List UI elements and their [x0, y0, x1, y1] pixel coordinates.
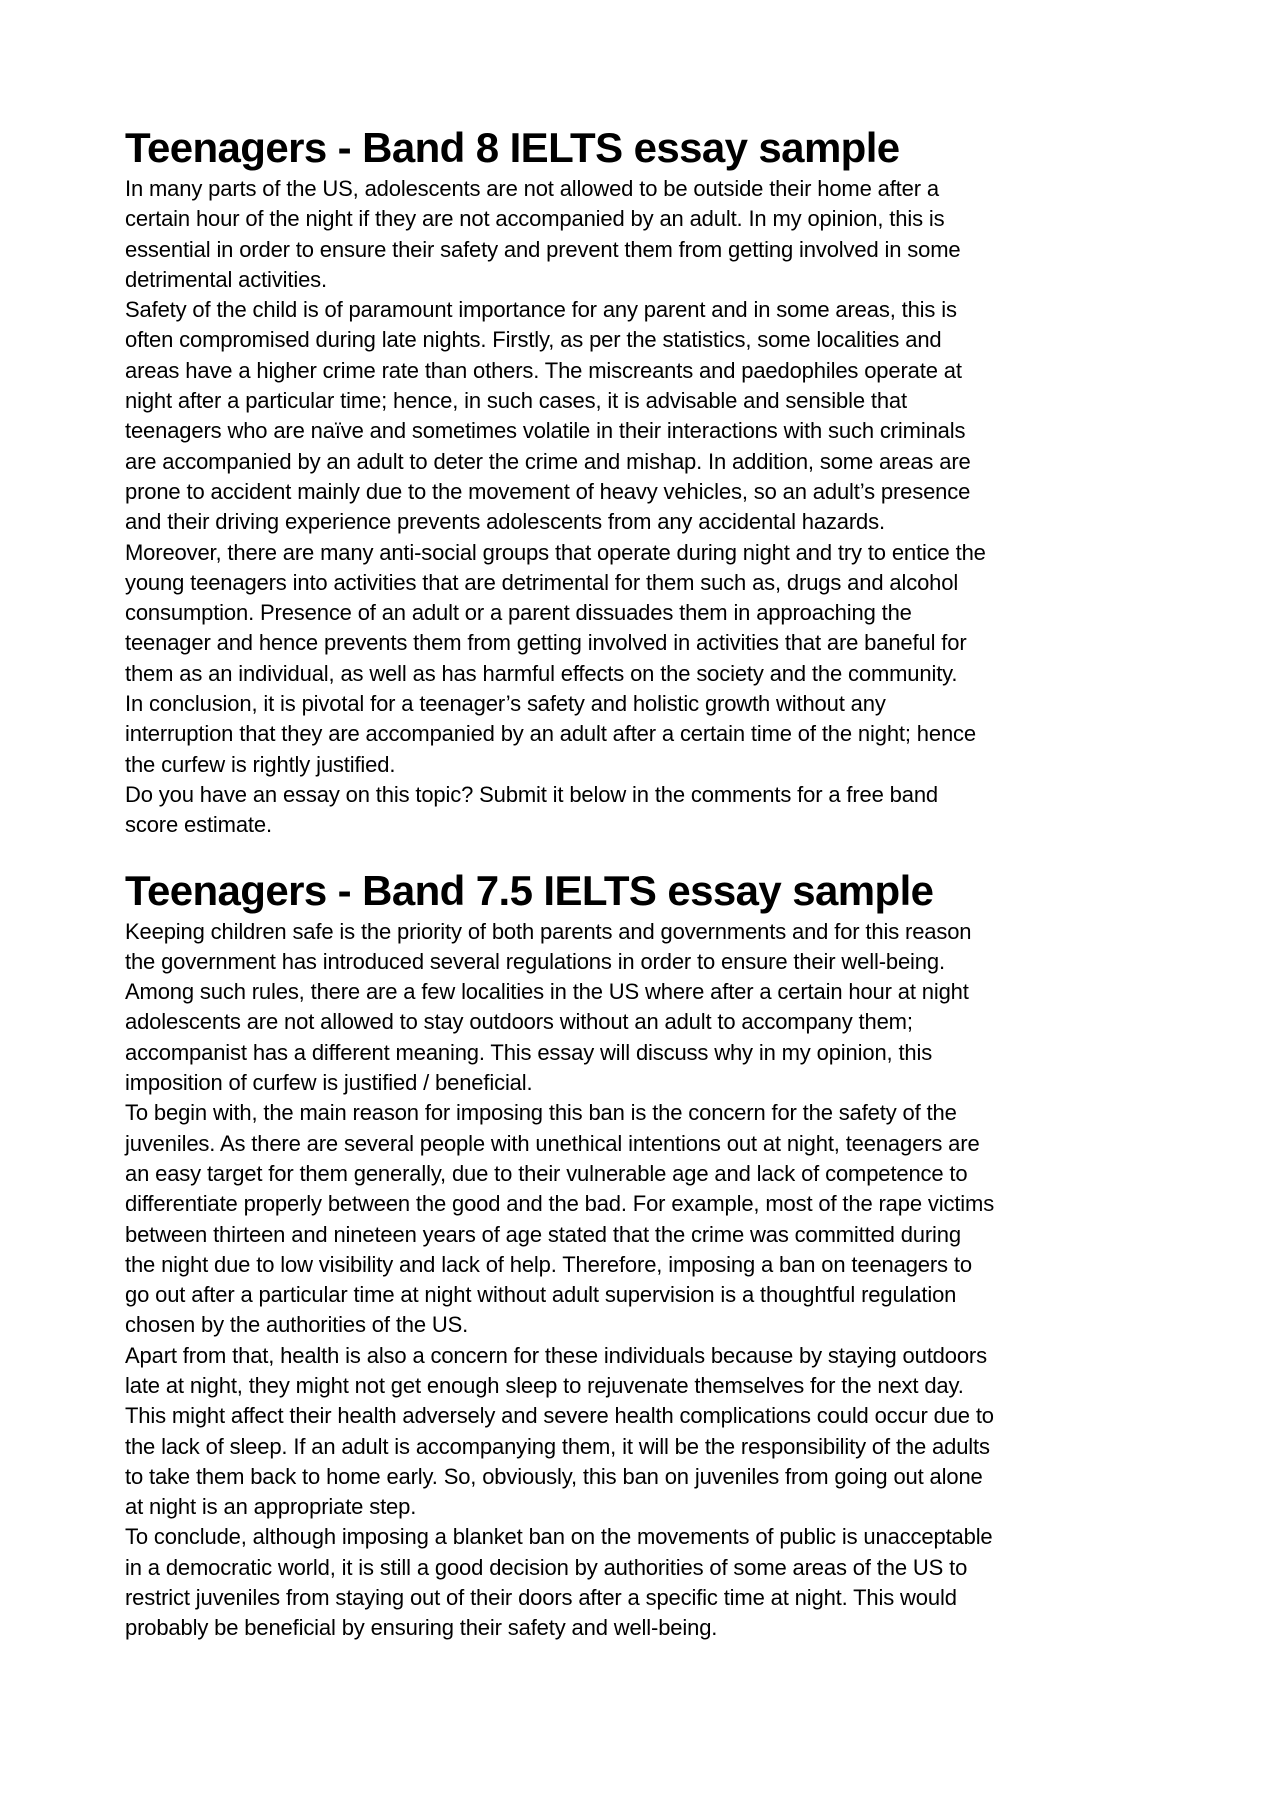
essay-section-band-7-5: [125, 865, 1175, 1644]
call-to-action-paragraph: [125, 780, 1175, 841]
text-line: restrict juveniles from staying out of their doors after a specific time at night. This would: [125, 1585, 957, 1611]
text-line: Keeping children safe is the priority of both parents and governments and for this reason: [125, 918, 972, 944]
text-line: between thirteen and nineteen years of age stated that the crime was committed during: [125, 1221, 961, 1247]
essay-section-band-8: [125, 122, 1175, 841]
text-line: and their driving experience prevents adolescents from any accidental hazards.: [125, 509, 885, 535]
text-line: the lack of sleep. If an adult is accompanying them, it will be the responsibility of the adults: [125, 1433, 990, 1459]
text-line: certain hour of the night if they are not accompanied by an adult. In my opinion, this is: [125, 206, 945, 232]
text-line: adolescents are not allowed to stay outdoors without an adult to accompany them;: [125, 1009, 913, 1035]
text-line: juveniles. As there are several people with unethical intentions out at night, teenagers are: [125, 1130, 980, 1156]
text-line: essential in order to ensure their safety and prevent them from getting involved in some: [125, 236, 961, 262]
text-line: the government has introduced several regulations in order to ensure their well-being.: [125, 948, 945, 974]
text-line: areas have a higher crime rate than others. The miscreants and paedophiles operate at: [125, 357, 962, 383]
text-line: Do you have an essay on this topic? Submit it below in the comments for a free band: [125, 781, 939, 807]
essay-paragraph-intro: [125, 917, 1175, 1099]
text-line: Safety of the child is of paramount importance for any parent and in some areas, this is: [125, 297, 957, 323]
text-line: To conclude, although imposing a blanket ban on the movements of public is unacceptable: [125, 1524, 993, 1550]
text-line: prone to accident mainly due to the movement of heavy vehicles, so an adult’s presence: [125, 478, 971, 504]
text-line: chosen by the authorities of the US.: [125, 1312, 469, 1338]
text-line: Apart from that, health is also a concern for these individuals because by staying outdoors: [125, 1342, 987, 1368]
text-line: interruption that they are accompanied by an adult after a certain time of the night; hence: [125, 721, 976, 747]
text-line: To begin with, the main reason for imposing this ban is the concern for the safety of the: [125, 1100, 957, 1126]
text-line: teenagers who are naïve and sometimes volatile in their interactions with such criminals: [125, 418, 966, 444]
text-line: Among such rules, there are a few localities in the US where after a certain hour at night: [125, 979, 969, 1005]
text-line: teenager and hence prevents them from getting involved in activities that are baneful for: [125, 630, 967, 656]
essay-paragraph-conclusion: [125, 689, 1175, 780]
text-line: late at night, they might not get enough sleep to rejuvenate themselves for the next day.: [125, 1372, 964, 1398]
text-line: night after a particular time; hence, in such cases, it is advisable and sensible that: [125, 388, 907, 414]
text-line: go out after a particular time at night without adult supervision is a thoughtful regulation: [125, 1282, 957, 1308]
essay-body: [125, 174, 1175, 841]
text-line: in a democratic world, it is still a good decision by authorities of some areas of the US to: [125, 1554, 968, 1580]
document-page: [125, 122, 1175, 1644]
essay-paragraph-body-1: [125, 295, 1175, 537]
text-line: consumption. Presence of an adult or a parent dissuades them in approaching the: [125, 600, 912, 626]
text-line: often compromised during late nights. Firstly, as per the statistics, some localities and: [125, 327, 942, 353]
text-line: detrimental activities.: [125, 266, 327, 292]
text-line: Moreover, there are many anti-social groups that operate during night and try to entice the: [125, 539, 986, 565]
text-line: differentiate properly between the good and the bad. For example, most of the rape victims: [125, 1191, 995, 1217]
essay-paragraph-body-2: [125, 1341, 1175, 1523]
text-line: This might affect their health adversely and severe health complications could occur due to: [125, 1403, 994, 1429]
text-line: them as an individual, as well as has harmful effects on the society and the community.: [125, 660, 958, 686]
text-line: are accompanied by an adult to deter the crime and mishap. In addition, some areas are: [125, 448, 971, 474]
text-line: young teenagers into activities that are detrimental for them such as, drugs and alcohol: [125, 569, 959, 595]
essay-paragraph-body-1: [125, 1098, 1175, 1340]
text-line: In many parts of the US, adolescents are not allowed to be outside their home after a: [125, 176, 939, 201]
text-line: an easy target for them generally, due to their vulnerable age and lack of competence to: [125, 1160, 968, 1186]
text-line: the curfew is rightly justified.: [125, 751, 396, 777]
text-line: at night is an appropriate step.: [125, 1494, 417, 1520]
text-line: probably be beneficial by ensuring their safety and well-being.: [125, 1615, 718, 1641]
text-line: the night due to low visibility and lack of help. Therefore, imposing a ban on teenagers to: [125, 1251, 972, 1277]
essay-paragraph-intro: [125, 174, 1175, 295]
essay-paragraph-body-2: [125, 538, 1175, 689]
essay-body: [125, 917, 1175, 1644]
text-line: score estimate.: [125, 812, 272, 838]
essay-title: Teenagers - Band 7.5 IELTS essay sample: [125, 866, 934, 914]
text-line: In conclusion, it is pivotal for a teenager’s safety and holistic growth without any: [125, 691, 886, 717]
text-line: accompanist has a different meaning. This essay will discuss why in my opinion, this: [125, 1039, 933, 1065]
text-line: to take them back to home early. So, obviously, this ban on juveniles from going out alone: [125, 1463, 983, 1489]
essay-title: Teenagers - Band 8 IELTS essay sample: [125, 124, 900, 171]
essay-paragraph-conclusion: [125, 1522, 1175, 1643]
text-line: imposition of curfew is justified / beneficial.: [125, 1070, 533, 1096]
